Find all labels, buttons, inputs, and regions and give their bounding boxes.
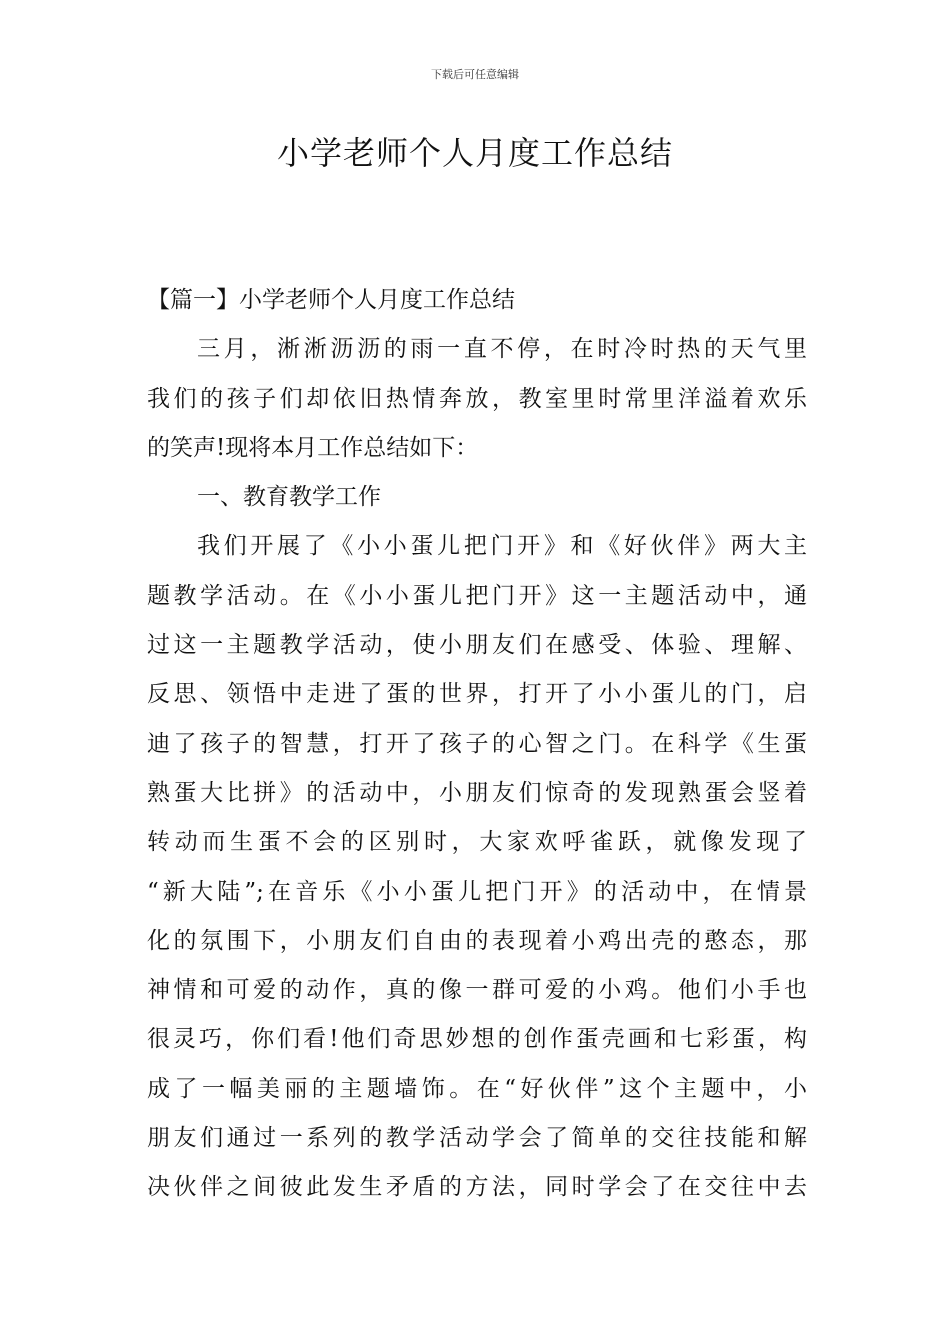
paragraph-line: “新大陆”;在音乐《小小蛋儿把门开》的活动中，在情景 [147, 878, 807, 905]
paragraph-line: 很灵巧，你们看!他们奇思妙想的创作蛋壳画和七彩蛋，构 [147, 1026, 807, 1053]
subsection-heading: 一、教育教学工作 [197, 484, 381, 511]
paragraph-line: 的笑声!现将本月工作总结如下： [147, 434, 479, 461]
paragraph-line: 转动而生蛋不会的区别时，大家欢呼雀跃，就像发现了 [147, 829, 807, 856]
section-heading: 【篇一】小学老师个人月度工作总结 [147, 287, 515, 313]
paragraph-line: 成了一幅美丽的主题墙饰。在“好伙伴”这个主题中，小 [147, 1075, 807, 1102]
header-note: 下载后可任意编辑 [431, 68, 519, 81]
paragraph-line: 熟蛋大比拼》的活动中，小朋友们惊奇的发现熟蛋会竖着 [147, 779, 807, 806]
paragraph-line: 过这一主题教学活动，使小朋友们在感受、体验、理解、 [147, 632, 807, 659]
page-title: 小学老师个人月度工作总结 [276, 134, 673, 172]
paragraph-line: 我们开展了《小小蛋儿把门开》和《好伙伴》两大主 [197, 533, 807, 560]
paragraph-line: 题教学活动。在《小小蛋儿把门开》这一主题活动中，通 [147, 582, 807, 609]
paragraph-line: 化的氛围下，小朋友们自由的表现着小鸡出壳的憨态，那 [147, 927, 807, 954]
paragraph-line: 我们的孩子们却依旧热情奔放，教室里时常里洋溢着欢乐 [147, 385, 807, 412]
paragraph-line: 迪了孩子的智慧，打开了孩子的心智之门。在科学《生蛋 [147, 730, 807, 757]
paragraph-line: 朋友们通过一系列的教学活动学会了简单的交往技能和解 [147, 1125, 807, 1152]
paragraph-line: 神情和可爱的动作，真的像一群可爱的小鸡。他们小手也 [147, 977, 807, 1004]
paragraph-line: 决伙伴之间彼此发生矛盾的方法，同时学会了在交往中去 [147, 1174, 807, 1201]
paragraph-line: 三月，淅淅沥沥的雨一直不停，在时冷时热的天气里 [197, 336, 807, 363]
document-body [147, 276, 807, 1213]
paragraph-line: 反思、领悟中走进了蛋的世界，打开了小小蛋儿的门，启 [147, 681, 807, 708]
